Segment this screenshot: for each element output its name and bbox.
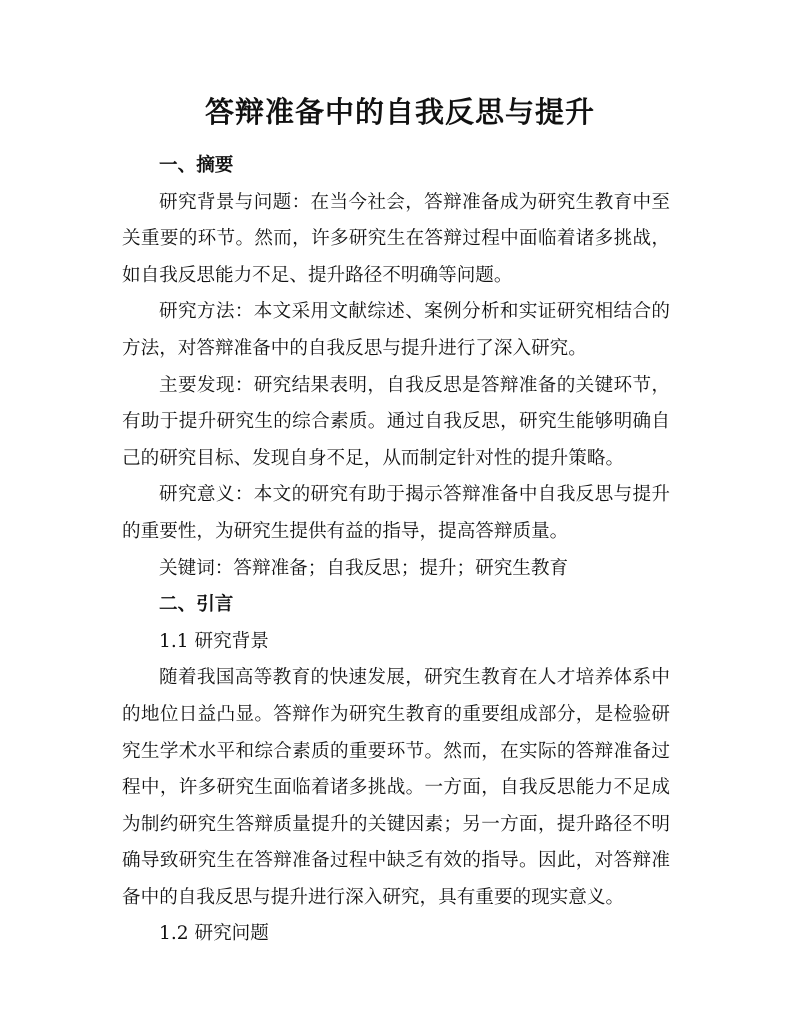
paragraph-method: 研究方法：本文采用文献综述、案例分析和实证研究相结合的方法，对答辩准备中的自我反思与提升进行了深入研究。: [122, 301, 670, 359]
document-title: 答辩准备中的自我反思与提升: [204, 95, 595, 129]
subsection-heading-background: 1.1 研究背景: [159, 630, 269, 652]
paragraph-introduction: 随着我国高等教育的快速发展，研究生教育在人才培养体系中的地位日益凸显。答辩作为研究生教育的重要组成部分，是检验研究生学术水平和综合素质的重要环节。然而，在实际的答辩准备过程中，许多研究生面临着诸多挑战。一方面，自我反思能力不足成为制约研究生答辩质量提升的关键因素；另一方面，提升路径不明确导致研究生在答辩准备过程中缺乏有效的指导。因此，对答辩准备中的自我反思与提升进行深入研究，具有重要的现实意义。: [122, 667, 670, 908]
section-heading-abstract: 一、摘要: [159, 155, 234, 176]
section-heading-introduction: 二、引言: [159, 594, 234, 616]
paragraph-keywords: 关键词：答辩准备；自我反思；提升；研究生教育: [159, 557, 569, 579]
paragraph-background: 研究背景与问题：在当今社会，答辩准备成为研究生教育中至关重要的环节。然而，许多研究生在答辩过程中面临着诸多挑战，如自我反思能力不足、提升路径不明确等问题。: [122, 191, 670, 286]
paragraph-findings: 主要发现：研究结果表明，自我反思是答辩准备的关键环节，有助于提升研究生的综合素质。通过自我反思，研究生能够明确自己的研究目标、发现自身不足，从而制定针对性的提升策略。: [122, 374, 670, 469]
paragraph-significance: 研究意义：本文的研究有助于揭示答辩准备中自我反思与提升的重要性，为研究生提供有益的指导，提高答辩质量。: [122, 484, 670, 542]
document-body: [122, 148, 670, 953]
subsection-heading-questions: 1.2 研究问题: [159, 923, 269, 945]
